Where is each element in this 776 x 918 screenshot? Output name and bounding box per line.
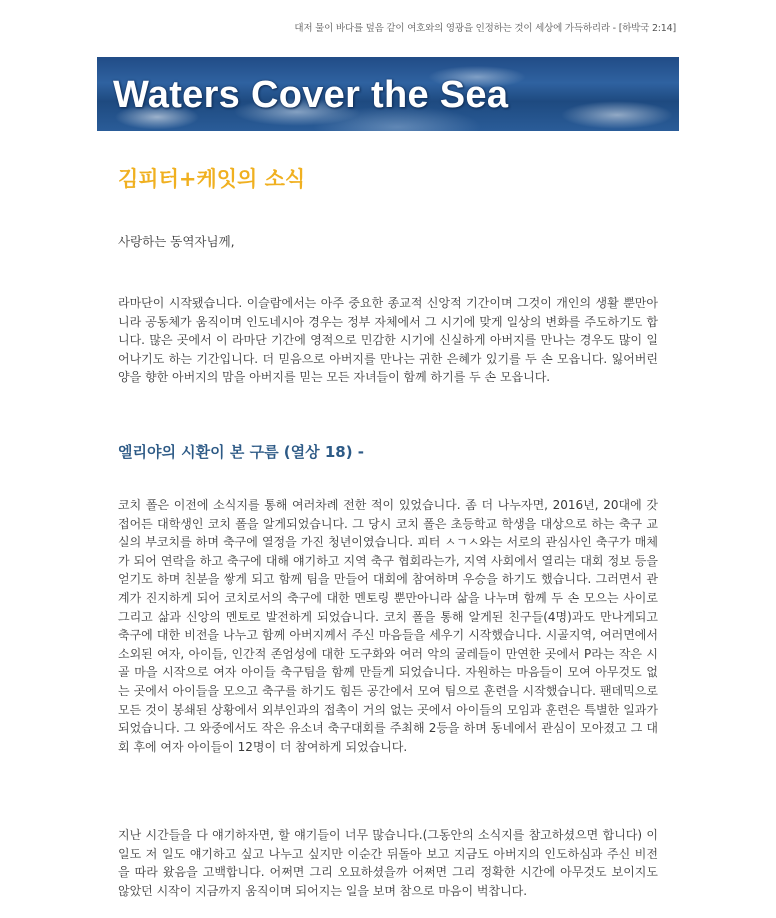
greeting: 사랑하는 동역자님께, <box>118 234 235 249</box>
section-title: 엘리야의 시환이 본 구름 (열상 18) - <box>118 443 365 461</box>
paragraph-ramadan: 라마단이 시작됐습니다. 이슬람에서는 아주 중요한 종교적 신앙적 기간이며 그것이 개인의 생활 뿐만아니라 공동체가 움직이며 인도네시아 경우는 정부 자체에서 그 시기에 맞게 일상의 변화를 주도하기도 합니다. 많은 곳에서 이 라마단 기간에 영적으로 민감한 시기에 신실하게 아버지를 만나는 경우도 많이 일어나기도 하는 기간입니다. 더 믿음으로 아버지를 만나는 귀한 은혜가 있기를 두 손 모읍니다. 잃어버린 양을 향한 아버지의 맘을 아버지를 믿는 모든 자녀들이 함께 하기를 두 손 모읍니다. <box>118 296 658 385</box>
paragraph-reflection: 지난 시간들을 다 얘기하자면, 할 얘기들이 너무 많습니다.(그동안의 소식지를 참고하셨으면 합니다) 이 일도 저 일도 얘기하고 싶고 나누고 싶지만 이순간 뒤돌아 보고 지금도 아버지의 인도하심과 주신 비전을 따라 왔음을 고백합니다. 어쩌면 그리 오묘하셨을까 어쩌면 그리 정확한 시간에 아무것도 보이지도 않았던 시작이 지금까지 움직이며 되어지는 일을 보며 참으로 마음이 벅찹니다. <box>118 828 658 898</box>
banner-title: Waters Cover the Sea <box>113 74 509 116</box>
header-verse: 대저 물이 바다를 덮음 같이 여호와의 영광을 인정하는 것이 세상에 가득하리라 - [하박국 2:14] <box>294 23 676 34</box>
page-title: 김피터+케잇의 소식 <box>118 167 306 191</box>
paragraph-coach-paul: 코치 폴은 이전에 소식지를 통해 여러차례 전한 적이 있었습니다. 좀 더 나누자면, 2016년, 20대에 갓 접어든 대학생인 코치 폴을 알게되었습니다. 그 당시 코치 폴은 초등학교 학생을 대상으로 하는 축구 교실의 부코치를 하며 축구에 열정을 가진 청년이였습니다. 피터 ㅅㄱㅅ와는 서로의 관심사인 축구가 매체가 되어 연락을 하고 축구에 대해 얘기하고 지역 축구 협회라는가, 지역 사회에서 열리는 대회 정보 등을 얻기도 하며 친분을 쌓게 되고 함께 팀을 만들어 대회에 참여하며 우승을 하기도 했습니다. 그러면서 관계가 진지하게 되어 코치로서의 축구에 대한 멘토링 뿐만아니라 삶을 나누며 함께 두 손 모으는 사이로 그리고 삶과 신앙의 멘토로 발전하게 되었습니다. 코치 폴을 통해 알게된 친구들(4명)과도 만나게되고 축구에 대한 비전을 나누고 함께 아버지께서 주신 마음들을 세우기 시작했습니다. 시골지역, 여러면에서 소외된 여자, 아이들, 인간적 존엄성에 대한 도구화와 여러 악의 굴레들이 만연한 곳에서 P라는 작은 시골 마을 시작으로 여자 아이들 축구팀을 함께 만들게 되었습니다. 자원하는 마음들이 모여 아무것도 없는 곳에서 아이들을 모으고 축구를 하기도 힘든 공간에서 모여 팀으로 훈련을 시작했습니다. 팬데믹으로 모든 것이 봉쇄된 상황에서 외부인과의 접촉이 거의 없는 곳에서 아이들의 모임과 훈련은 특별한 일과가 되었습니다. 그 와중에서도 작은 유소녀 축구대회를 주최해 2등을 하며 동네에서 관심이 모아졌고 그 대회 후에 여자 아이들이 12명이 더 참여하게 되었습니다. <box>118 498 658 754</box>
header-banner <box>97 57 679 131</box>
